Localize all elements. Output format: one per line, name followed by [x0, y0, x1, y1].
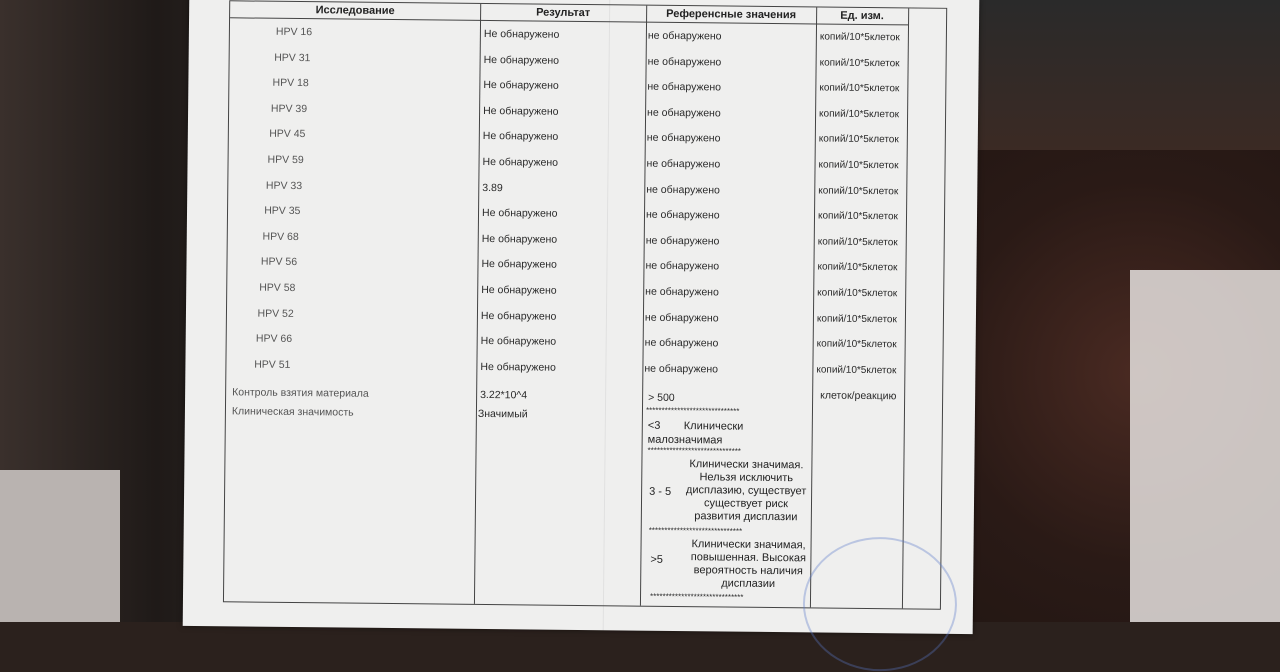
row-result: Не обнаружено: [480, 360, 556, 374]
row-test: HPV 59: [267, 153, 304, 167]
row-test: HPV 33: [265, 179, 303, 192]
header-reference: Референсные значения: [646, 6, 816, 25]
row-test: HPV 68: [262, 230, 299, 243]
row-reference: не обнаружено: [644, 311, 719, 325]
row-test: HPV 56: [260, 256, 298, 269]
mid-text-line: Нельзя исключить: [699, 471, 794, 485]
row-result: Не обнаружено: [481, 258, 557, 272]
significance-result: Значимый: [477, 407, 528, 421]
control-test: Контроль взятия материала: [232, 386, 369, 400]
low-text-2: малозначимая: [647, 433, 723, 447]
control-reference: > 500: [648, 391, 675, 404]
row-units: копий/10*5клеток: [817, 210, 899, 223]
row-units: копий/10*5клеток: [819, 31, 900, 44]
mid-text-line: развития дисплазии: [694, 510, 798, 524]
row-reference: не обнаружено: [645, 260, 720, 273]
row-test: HPV 18: [272, 76, 309, 90]
row-units: копий/10*5клеток: [818, 159, 899, 172]
background-left-surface: [0, 470, 120, 622]
row-reference: не обнаружено: [645, 285, 719, 299]
row-result: Не обнаружено: [483, 27, 560, 41]
row-units: копий/10*5клеток: [816, 338, 897, 351]
header-result: Результат: [480, 4, 646, 23]
control-result: 3.22*10^4: [480, 388, 528, 402]
row-reference: не обнаружено: [646, 132, 721, 145]
row-result: Не обнаружено: [481, 207, 558, 220]
row-units: копий/10*5клеток: [817, 236, 898, 249]
column-divider: [474, 4, 481, 604]
control-units: клеток/реакцию: [820, 389, 897, 403]
row-test: HPV 35: [264, 204, 301, 218]
mid-range: 3 - 5: [649, 485, 672, 498]
row-result: Не обнаружено: [483, 53, 560, 67]
header-units: Ед. изм.: [816, 7, 908, 25]
row-test: HPV 51: [254, 358, 291, 371]
row-test: HPV 66: [255, 332, 293, 346]
column-divider: [902, 8, 909, 608]
high-text-line: дисплазии: [721, 577, 776, 591]
header-test: Исследование: [230, 1, 480, 21]
low-range: <3: [647, 419, 661, 432]
row-reference: не обнаружено: [647, 55, 722, 69]
row-reference: не обнаружено: [647, 80, 722, 94]
row-reference: не обнаружено: [644, 362, 719, 376]
row-test: HPV 16: [275, 25, 313, 39]
separator-stars: ******************************: [647, 445, 742, 456]
row-result: Не обнаружено: [483, 79, 559, 92]
row-reference: не обнаружено: [647, 106, 721, 120]
lab-report-paper: [183, 0, 980, 634]
column-divider: [640, 6, 647, 606]
mid-text-line: существует риск: [703, 497, 789, 511]
row-result: Не обнаружено: [481, 283, 557, 297]
row-test: HPV 45: [269, 128, 306, 141]
high-text-line: вероятность наличия: [693, 564, 803, 578]
mid-text-line: дисплазию, существует: [685, 484, 807, 498]
row-units: копий/10*5клеток: [819, 108, 900, 121]
high-text: [680, 538, 817, 591]
row-reference: не обнаружено: [644, 336, 719, 350]
row-result: Не обнаружено: [483, 104, 559, 118]
row-units: копий/10*5клеток: [818, 133, 899, 146]
row-result: Не обнаружено: [482, 130, 559, 144]
row-reference: не обнаружено: [645, 234, 720, 248]
background-right-top: [930, 0, 1280, 150]
high-range: >5: [650, 553, 664, 566]
column-divider: [810, 7, 817, 607]
stamp: [802, 536, 957, 672]
separator-stars: ******************************: [645, 405, 740, 416]
row-reference: не обнаружено: [646, 157, 721, 171]
separator-stars: ******************************: [649, 591, 744, 602]
high-text-line: Клинически значимая,: [691, 538, 806, 552]
mid-text: [681, 458, 812, 524]
row-result: Не обнаружено: [482, 155, 559, 169]
row-reference: не обнаружено: [647, 29, 722, 43]
low-text-1: Клинически: [683, 420, 744, 433]
row-test: HPV 52: [257, 307, 294, 320]
row-units: копий/10*5клеток: [817, 287, 898, 300]
mid-text-line: Клинически значимая.: [689, 458, 804, 472]
row-test: HPV 31: [274, 51, 311, 64]
row-result: Не обнаружено: [480, 309, 557, 323]
row-result: Не обнаружено: [481, 232, 558, 246]
row-units: копий/10*5клеток: [816, 364, 897, 377]
background-right-light: [1130, 270, 1280, 622]
row-result: 3.89: [482, 181, 503, 194]
row-result: Не обнаружено: [480, 335, 557, 348]
row-reference: не обнаружено: [645, 208, 720, 222]
row-units: копий/10*5клеток: [816, 313, 897, 325]
results-table: [223, 0, 947, 609]
row-units: копий/10*5клеток: [819, 57, 900, 69]
row-test: HPV 39: [270, 102, 308, 115]
row-units: копий/10*5клеток: [819, 82, 900, 95]
significance-test: Клиническая значимость: [231, 405, 354, 419]
row-units: копий/10*5клеток: [818, 185, 899, 197]
row-reference: не обнаружено: [646, 183, 720, 197]
separator-stars: ******************************: [648, 525, 743, 536]
high-text-line: повышенная. Высокая: [690, 551, 807, 565]
row-test: HPV 58: [259, 281, 296, 295]
row-units: копий/10*5клеток: [817, 261, 898, 274]
